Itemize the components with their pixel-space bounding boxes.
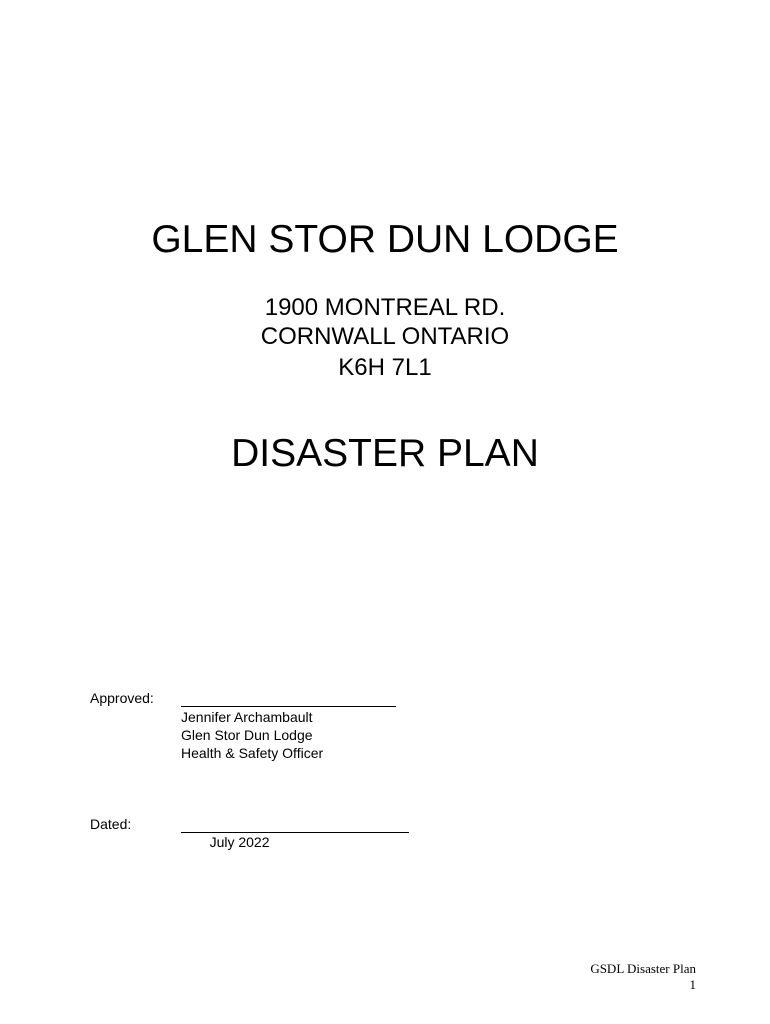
document-title: DISASTER PLAN xyxy=(231,432,539,475)
address-line-1: 1900 MONTREAL RD. xyxy=(264,294,506,321)
date-field xyxy=(181,815,409,850)
dated-label: Dated: xyxy=(90,816,132,832)
approver-role: Health & Safety Officer xyxy=(181,745,324,761)
address-line-2: CORNWALL ONTARIO xyxy=(260,323,510,350)
approver-name: Jennifer Archambault xyxy=(181,709,313,725)
organization-name: GLEN STOR DUN LODGE xyxy=(151,218,619,261)
address-line-3: K6H 7L1 xyxy=(338,354,432,381)
date-value: July 2022 xyxy=(209,834,270,850)
approver-organization: Glen Stor Dun Lodge xyxy=(181,727,313,743)
footer-page-number: 1 xyxy=(689,977,696,992)
footer-document-name: GSDL Disaster Plan xyxy=(590,961,696,976)
approved-label: Approved: xyxy=(90,690,154,706)
signature-line xyxy=(181,706,396,707)
page-footer xyxy=(590,961,696,993)
